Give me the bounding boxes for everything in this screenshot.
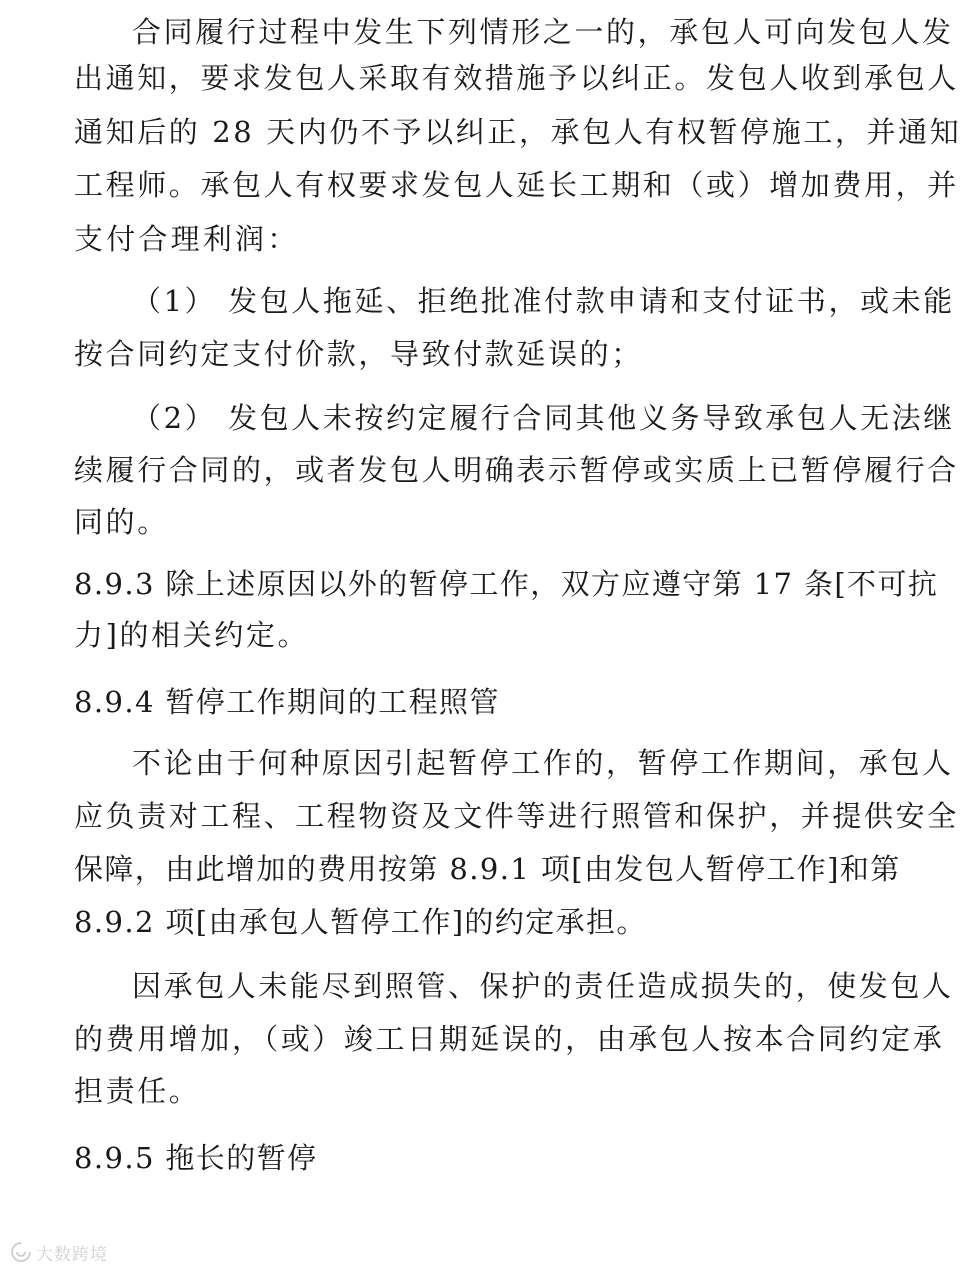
section-line: 8.9.3 除上述原因以外的暂停工作，双方应遵守第 17 条[不可抗 [74,567,939,601]
section-line: 力]的相关约定。 [74,618,310,652]
paragraph-line: 工程师。承包人有权要求发包人延长工期和（或）增加费用，并 [74,168,959,202]
list-item-line: （1） 发包人拖延、拒绝批准付款申请和支付证书，或未能 [132,284,955,318]
list-item-line: 续履行合同的，或者发包人明确表示暂停或实质上已暂停履行合 [74,453,959,487]
paragraph-line: 出通知，要求发包人采取有效措施予以纠正。发包人收到承包人 [74,61,959,95]
list-item-line: 同的。 [74,505,169,539]
paragraph-line: 因承包人未能尽到照管、保护的责任造成损失的，使发包人 [132,969,954,1003]
paragraph-line: 不论由于何种原因引起暂停工作的，暂停工作期间，承包人 [132,746,954,780]
list-item-line: （2） 发包人未按约定履行合同其他义务导致承包人无法继 [132,401,955,435]
paragraph-line: 担责任。 [74,1074,201,1108]
paragraph-line: 支付合理利润： [74,222,300,256]
watermark [10,1240,130,1264]
section-heading: 8.9.4 暂停工作期间的工程照管 [74,685,500,719]
watermark-text: 大数跨境 [36,1244,108,1265]
paragraph-line: 合同履行过程中发生下列情形之一的，承包人可向发包人发 [132,15,954,49]
paragraph-line: 的费用增加，（或）竣工日期延误的，由承包人按本合同约定承 [74,1022,945,1056]
paragraph-line: 保障，由此增加的费用按第 8.9.1 项[由发包人暂停工作]和第 [74,852,901,886]
brand-logo-icon [10,1241,32,1263]
paragraph-line: 应负责对工程、工程物资及文件等进行照管和保护，并提供安全 [74,799,959,833]
paragraph-line: 8.9.2 项[由承包人暂停工作]的约定承担。 [74,905,647,939]
paragraph-line: 通知后的 28 天内仍不予以纠正，承包人有权暂停施工，并通知 [74,115,961,149]
list-item-line: 按合同约定支付价款，导致付款延误的； [74,337,643,371]
section-heading: 8.9.5 拖长的暂停 [74,1141,318,1175]
